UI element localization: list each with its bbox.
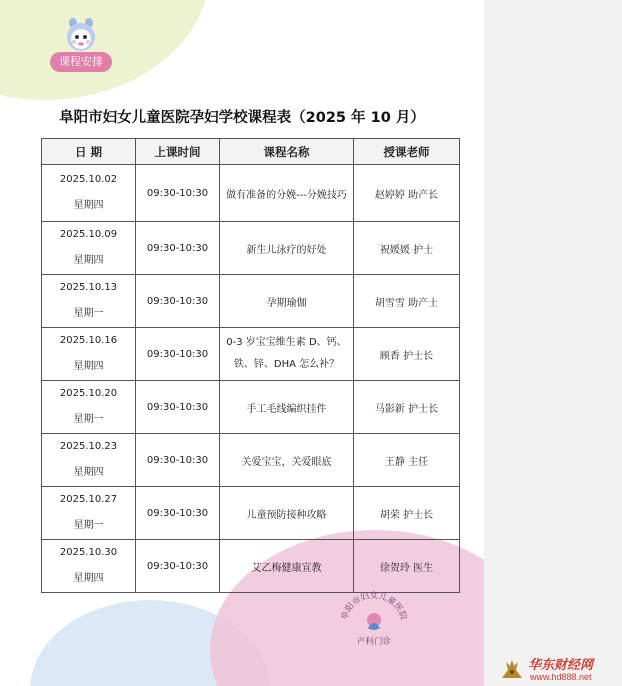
header-teacher: 授课老师 xyxy=(354,139,460,165)
course-cell: 0-3 岁宝宝维生素 D、钙、铁、锌、DHA 怎么补？ xyxy=(220,328,354,381)
teacher-cell: 胡荣 护士长 xyxy=(354,487,460,540)
teacher-cell: 胡雪雪 助产士 xyxy=(354,275,460,328)
hospital-seal-logo xyxy=(338,588,410,648)
course-cell: 做有准备的分娩---分娩技巧 xyxy=(220,165,354,222)
course-cell: 新生儿泳疗的好处 xyxy=(220,222,354,275)
date-cell xyxy=(42,275,136,328)
date-text: 2025.10.30 xyxy=(59,547,118,558)
weekday-text: 星期四 xyxy=(73,200,104,211)
weekday-text: 星期四 xyxy=(73,467,104,478)
seal-dept-text: 产科门诊 xyxy=(356,637,392,647)
date-text: 2025.10.27 xyxy=(59,494,118,505)
course-cell: 儿童预防接种攻略 xyxy=(220,487,354,540)
date-cell xyxy=(42,487,136,540)
table-header-row xyxy=(42,139,460,165)
header-course: 课程名称 xyxy=(220,139,354,165)
header-time: 上课时间 xyxy=(136,139,220,165)
seal-name-text: 阜阳市妇女儿童医院 xyxy=(339,591,409,622)
teacher-cell: 祝媛媛 护士 xyxy=(354,222,460,275)
teacher-cell: 赵婷婷 助产长 xyxy=(354,165,460,222)
time-cell: 09:30-10:30 xyxy=(136,275,220,328)
time-cell: 09:30-10:30 xyxy=(136,328,220,381)
weekday-text: 星期四 xyxy=(73,361,104,372)
decorative-green-blob xyxy=(0,0,210,100)
header-date: 日 期 xyxy=(42,139,136,165)
weekday-text: 星期四 xyxy=(73,255,104,266)
page-title: 阜阳市妇女儿童医院孕妇学校课程表（2025 年 10 月） xyxy=(59,110,425,126)
page-margin xyxy=(484,0,622,686)
table-row xyxy=(42,434,460,487)
date-cell xyxy=(42,434,136,487)
table-row xyxy=(42,540,460,593)
course-cell: 孕期瑜伽 xyxy=(220,275,354,328)
date-text: 2025.10.16 xyxy=(59,335,118,346)
weekday-text: 星期一 xyxy=(73,308,104,319)
date-cell xyxy=(42,381,136,434)
table-row xyxy=(42,275,460,328)
weekday-text: 星期四 xyxy=(73,573,104,584)
watermark-url: www.hd888.net xyxy=(530,672,592,682)
teacher-cell: 马影新 护士长 xyxy=(354,381,460,434)
course-cell: 关爱宝宝，关爱眼底 xyxy=(220,434,354,487)
date-text: 2025.10.13 xyxy=(59,282,118,293)
teacher-cell: 王静 主任 xyxy=(354,434,460,487)
date-text: 2025.10.09 xyxy=(59,229,118,240)
time-cell: 09:30-10:30 xyxy=(136,487,220,540)
site-watermark xyxy=(498,652,622,686)
time-cell: 09:30-10:30 xyxy=(136,381,220,434)
course-schedule-table xyxy=(41,138,460,593)
teacher-cell: 徐贺玲 医生 xyxy=(354,540,460,593)
time-cell: 09:30-10:30 xyxy=(136,540,220,593)
date-text: 2025.10.20 xyxy=(59,388,118,399)
table-row xyxy=(42,165,460,222)
baby-mascot-icon xyxy=(62,17,100,57)
time-cell: 09:30-10:30 xyxy=(136,165,220,222)
course-cell: 艾乙梅健康宣教 xyxy=(220,540,354,593)
watermark-text: 华东财经网 xyxy=(528,658,594,673)
table-row xyxy=(42,328,460,381)
date-text: 2025.10.02 xyxy=(59,174,118,185)
date-cell xyxy=(42,328,136,381)
schedule-badge: 课程安排 xyxy=(50,52,112,72)
time-cell: 09:30-10:30 xyxy=(136,222,220,275)
date-cell xyxy=(42,222,136,275)
weekday-text: 星期一 xyxy=(73,520,104,531)
table-row xyxy=(42,381,460,434)
date-text: 2025.10.23 xyxy=(59,441,118,452)
weekday-text: 星期一 xyxy=(73,414,104,425)
date-cell xyxy=(42,540,136,593)
date-cell xyxy=(42,165,136,222)
deer-logo-icon xyxy=(498,656,526,682)
table-row xyxy=(42,487,460,540)
table-row xyxy=(42,222,460,275)
time-cell: 09:30-10:30 xyxy=(136,434,220,487)
course-cell: 手工毛线编织挂件 xyxy=(220,381,354,434)
teacher-cell: 顾香 护士长 xyxy=(354,328,460,381)
